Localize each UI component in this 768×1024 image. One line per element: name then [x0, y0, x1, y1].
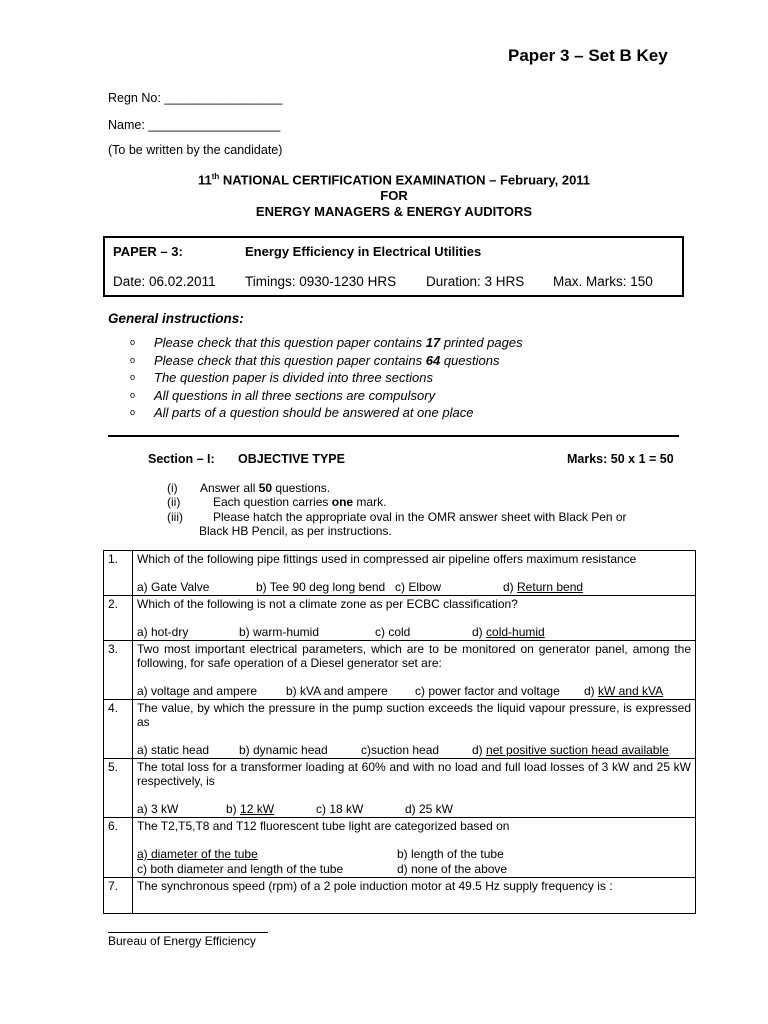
section-type: OBJECTIVE TYPE	[238, 452, 345, 466]
option-c: c)suction head	[361, 743, 440, 757]
option-d: d) net positive suction head available	[472, 743, 669, 757]
exam-audience-line: ENERGY MANAGERS & ENERGY AUDITORS	[255, 204, 533, 219]
option-b: b) 12 kW	[226, 802, 275, 816]
question-cell	[133, 818, 696, 878]
table-row	[104, 878, 696, 914]
section-instruction: (i) Answer all 50 questions.	[167, 481, 331, 495]
question-number: 2.	[104, 596, 133, 641]
exam-for-line: FOR	[380, 188, 408, 203]
bullet-icon: o	[130, 337, 136, 347]
option-a: a) 3 kW	[137, 802, 179, 816]
option-c: c) Elbow	[395, 580, 442, 594]
question-number: 4.	[104, 700, 133, 759]
question-text: The synchronous speed (rpm) of a 2 pole induction motor at 49.5 Hz supply frequency is :	[137, 879, 613, 893]
question-options	[137, 625, 691, 640]
option-b: b) dynamic head	[239, 743, 328, 757]
table-row	[104, 596, 696, 641]
paper-label: PAPER – 3:	[113, 244, 183, 259]
question-text: The value, by which the pressure in the pump suction exceeds the liquid vapour pressure, is expressed as	[137, 701, 691, 729]
table-row	[104, 641, 696, 700]
question-options	[137, 862, 691, 877]
answer-key: Return bend	[517, 580, 584, 594]
table-row	[104, 759, 696, 818]
option-c: c) power factor and voltage	[415, 684, 560, 698]
option-c: c) cold	[375, 625, 411, 639]
question-options	[137, 802, 691, 817]
section-marks: Marks: 50 x 1 = 50	[567, 452, 674, 466]
option-d: d) 25 kW	[405, 802, 454, 816]
option-b: b) Tee 90 deg long bend	[256, 580, 386, 594]
question-number: 6.	[104, 818, 133, 878]
paper-info-box	[103, 236, 684, 297]
section-instruction: (ii) Each question carries one mark.	[167, 495, 387, 509]
general-instructions-title: General instructions:	[108, 311, 244, 326]
footer-rule	[108, 932, 268, 933]
section-instruction: (iii) Please hatch the appropriate oval in the OMR answer sheet with Black Pen or	[167, 510, 627, 524]
footer-text: Bureau of Energy Efficiency	[108, 934, 256, 948]
answer-key: 12 kW	[240, 802, 275, 816]
paper-subject: Energy Efficiency in Electrical Utilities	[245, 244, 482, 259]
option-a: a) hot-dry	[137, 625, 189, 639]
option-d: d) Return bend	[503, 580, 584, 594]
table-row	[104, 818, 696, 878]
question-text: Two most important electrical parameters, which are to be monitored on generator panel, among the following, for safe operation of a Diesel generator set are:	[137, 642, 691, 670]
exam-timings: Timings: 0930-1230 HRS	[245, 274, 397, 289]
question-text: The T2,T5,T8 and T12 fluorescent tube light are categorized based on	[137, 819, 510, 833]
option-b: b) length of the tube	[397, 847, 504, 861]
bullet-icon: o	[130, 389, 136, 400]
max-marks: Max. Marks: 150	[553, 274, 653, 289]
question-text: Which of the following pipe fittings used in compressed air pipeline offers maximum resistance	[137, 552, 637, 566]
section-divider	[108, 435, 679, 437]
option-c: c) 18 kW	[316, 802, 364, 816]
bullet-icon: o	[130, 372, 136, 382]
option-a: a) static head	[137, 743, 210, 757]
question-cell	[133, 700, 696, 759]
question-cell	[133, 551, 696, 596]
regn-no-field: Regn No: _________________	[108, 91, 283, 105]
question-number: 5.	[104, 759, 133, 818]
table-row	[104, 700, 696, 759]
question-number: 3.	[104, 641, 133, 700]
question-cell	[133, 759, 696, 818]
answer-key: net positive suction head available	[486, 743, 669, 757]
answer-key: cold-humid	[486, 625, 545, 639]
bullet-icon: o	[130, 407, 136, 417]
question-number: 7.	[104, 878, 133, 914]
question-options	[137, 580, 691, 595]
question-text: The total loss for a transformer loading at 60% and with no load and full load losses of 3 kW and 25 kW respectively, is	[137, 760, 691, 788]
option-a: a) diameter of the tube	[137, 847, 258, 861]
question-text: Which of the following is not a climate zone as per ECBC classification?	[137, 597, 518, 611]
option-a: a) voltage and ampere	[137, 684, 258, 698]
bullet-icon: o	[130, 354, 136, 365]
exam-date: Date: 06.02.2011	[113, 274, 216, 289]
name-field: Name: ___________________	[108, 118, 281, 132]
exam-duration: Duration: 3 HRS	[426, 274, 525, 289]
option-d: d) none of the above	[397, 862, 508, 876]
exam-title-line: 11th NATIONAL CERTIFICATION EXAMINATION – February, 2011	[197, 172, 591, 188]
option-a: a) Gate Valve	[137, 580, 210, 594]
answer-key: kW and kVA	[598, 684, 664, 698]
option-c: c) both diameter and length of the tube	[137, 862, 344, 876]
option-b: b) kVA and ampere	[286, 684, 388, 698]
section-instruction-continued: Black HB Pencil, as per instructions.	[199, 524, 392, 538]
section-label: Section – I:	[148, 452, 215, 466]
question-options	[137, 847, 691, 862]
question-number: 1.	[104, 551, 133, 596]
question-cell	[133, 878, 696, 914]
table-row	[104, 551, 696, 596]
questions-table	[103, 550, 696, 914]
option-b: b) warm-humid	[239, 625, 320, 639]
question-cell	[133, 596, 696, 641]
option-d: d) kW and kVA	[584, 684, 664, 698]
question-cell	[133, 641, 696, 700]
question-options	[137, 684, 691, 699]
page-title: Paper 3 – Set B Key	[508, 46, 668, 65]
candidate-note: (To be written by the candidate)	[108, 143, 283, 157]
question-options	[137, 743, 691, 758]
option-d: d) cold-humid	[472, 625, 545, 639]
